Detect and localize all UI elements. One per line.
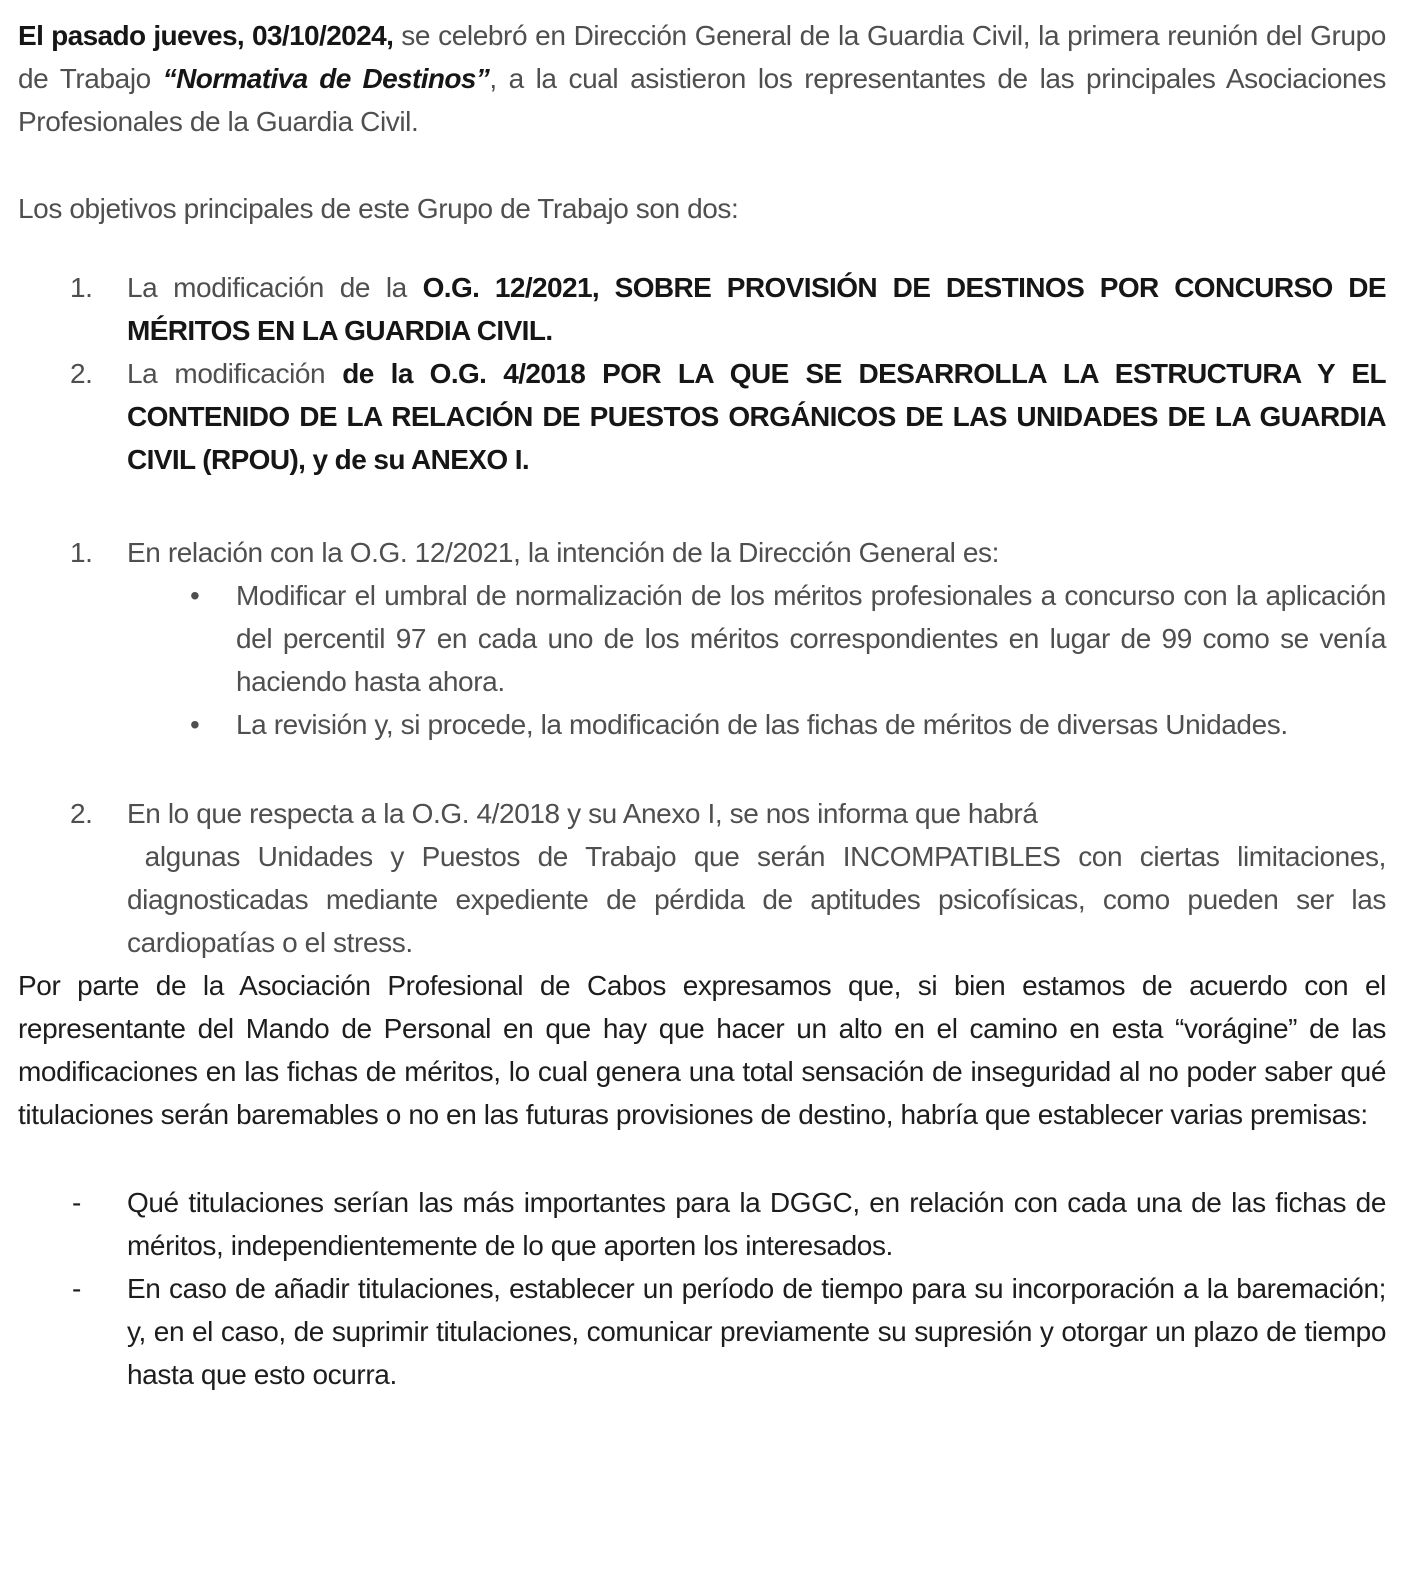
list-number: 2. xyxy=(70,358,93,389)
detail-item-2 xyxy=(18,792,1386,964)
premise-item-text: Qué titulaciones serían las más importantes para la DGGC, en relación con cada una de las fichas de méritos, independientemente de lo que aporten los interesados. xyxy=(127,1187,1386,1261)
bullet-list xyxy=(18,574,1386,746)
bullet-item-text: La revisión y, si procede, la modificación de las fichas de méritos de diversas Unidades. xyxy=(236,709,1288,740)
list-number: 1. xyxy=(70,272,93,303)
detail-item-2-line1: En lo que respecta a la O.G. 4/2018 y su Anexo I, se nos informa que habrá xyxy=(127,798,1038,829)
premise-item-text: En caso de añadir titulaciones, establecer un período de tiempo para su incorporación a la baremación; y, en el caso, de suprimir titulaciones, comunicar previamente su supresión y otorgar un plazo de tiempo hasta que esto ocurra. xyxy=(127,1273,1386,1390)
list-number: 2. xyxy=(70,798,93,829)
bullet-icon: • xyxy=(190,580,200,611)
objectives-heading: Los objetivos principales de este Grupo de Trabajo son dos: xyxy=(18,193,739,224)
premise-item xyxy=(18,1267,1386,1396)
detail-item-1 xyxy=(18,531,1386,574)
bullet-icon: • xyxy=(190,709,200,740)
list-item-bold-text: de la O.G. 4/2018 POR LA QUE SE DESARROLLA LA ESTRUCTURA Y EL CONTENIDO DE LA RELACIÓN DE PUESTOS ORGÁNICOS DE LAS UNIDADES DE LA GUARDIA CIVIL (RPOU), y de su ANEXO I. xyxy=(127,358,1386,475)
detail-item-2-rest: algunas Unidades y Puestos de Trabajo que serán INCOMPATIBLES con ciertas limitaciones, diagnosticadas mediante expediente de pérdida de aptitudes psicofísicas, como pueden ser las cardiopatías o el stress. xyxy=(127,841,1386,958)
intro-text-1: se celebró en Dirección General de la Guardia Civil, la primera reunión del Grupo de Trabajo xyxy=(18,20,1386,94)
list-item-regular-text: La modificación xyxy=(127,358,343,389)
dash-marker: - xyxy=(72,1273,81,1304)
bullet-list-item xyxy=(18,574,1386,703)
bullet-item-text: Modificar el umbral de normalización de los méritos profesionales a concurso con la aplicación del percentil 97 en cada uno de los méritos correspondientes en lugar de 99 como se venía haciendo hasta ahora. xyxy=(236,580,1386,697)
list-item xyxy=(18,266,1386,352)
premises-list xyxy=(18,1181,1386,1396)
objectives-list xyxy=(18,266,1386,481)
intro-quote-title: “Normativa de Destinos” xyxy=(162,63,490,94)
list-number: 1. xyxy=(70,537,93,568)
intro-text-2: , a la cual asistieron los representantes de las principales Asociaciones Profesionales de la Guardia Civil. xyxy=(18,63,1387,137)
list-item-regular-text: La modificación de la xyxy=(127,272,423,303)
detail-item-1-text: En relación con la O.G. 12/2021, la intención de la Dirección General es: xyxy=(127,537,999,568)
position-paragraph: Por parte de la Asociación Profesional de Cabos expresamos que, si bien estamos de acuerdo con el representante del Mando de Personal en que hay que hacer un alto en el camino en esta “vorágine” de las modificaciones en las fichas de méritos, lo cual genera una total sensación de inseguridad al no poder saber qué titulaciones serán baremables o no en las futuras provisiones de destino, habría que establecer varias premisas: xyxy=(18,970,1386,1130)
intro-bold-date: El pasado jueves, 03/10/2024, xyxy=(18,20,394,51)
intro-paragraph xyxy=(18,14,1386,143)
bullet-list-item xyxy=(18,703,1386,746)
dash-marker: - xyxy=(72,1187,81,1218)
list-item-bold-text: O.G. 12/2021, SOBRE PROVISIÓN DE DESTINOS POR CONCURSO DE MÉRITOS EN LA GUARDIA CIVIL. xyxy=(127,272,1386,346)
premise-item xyxy=(18,1181,1386,1267)
list-item xyxy=(18,352,1386,481)
